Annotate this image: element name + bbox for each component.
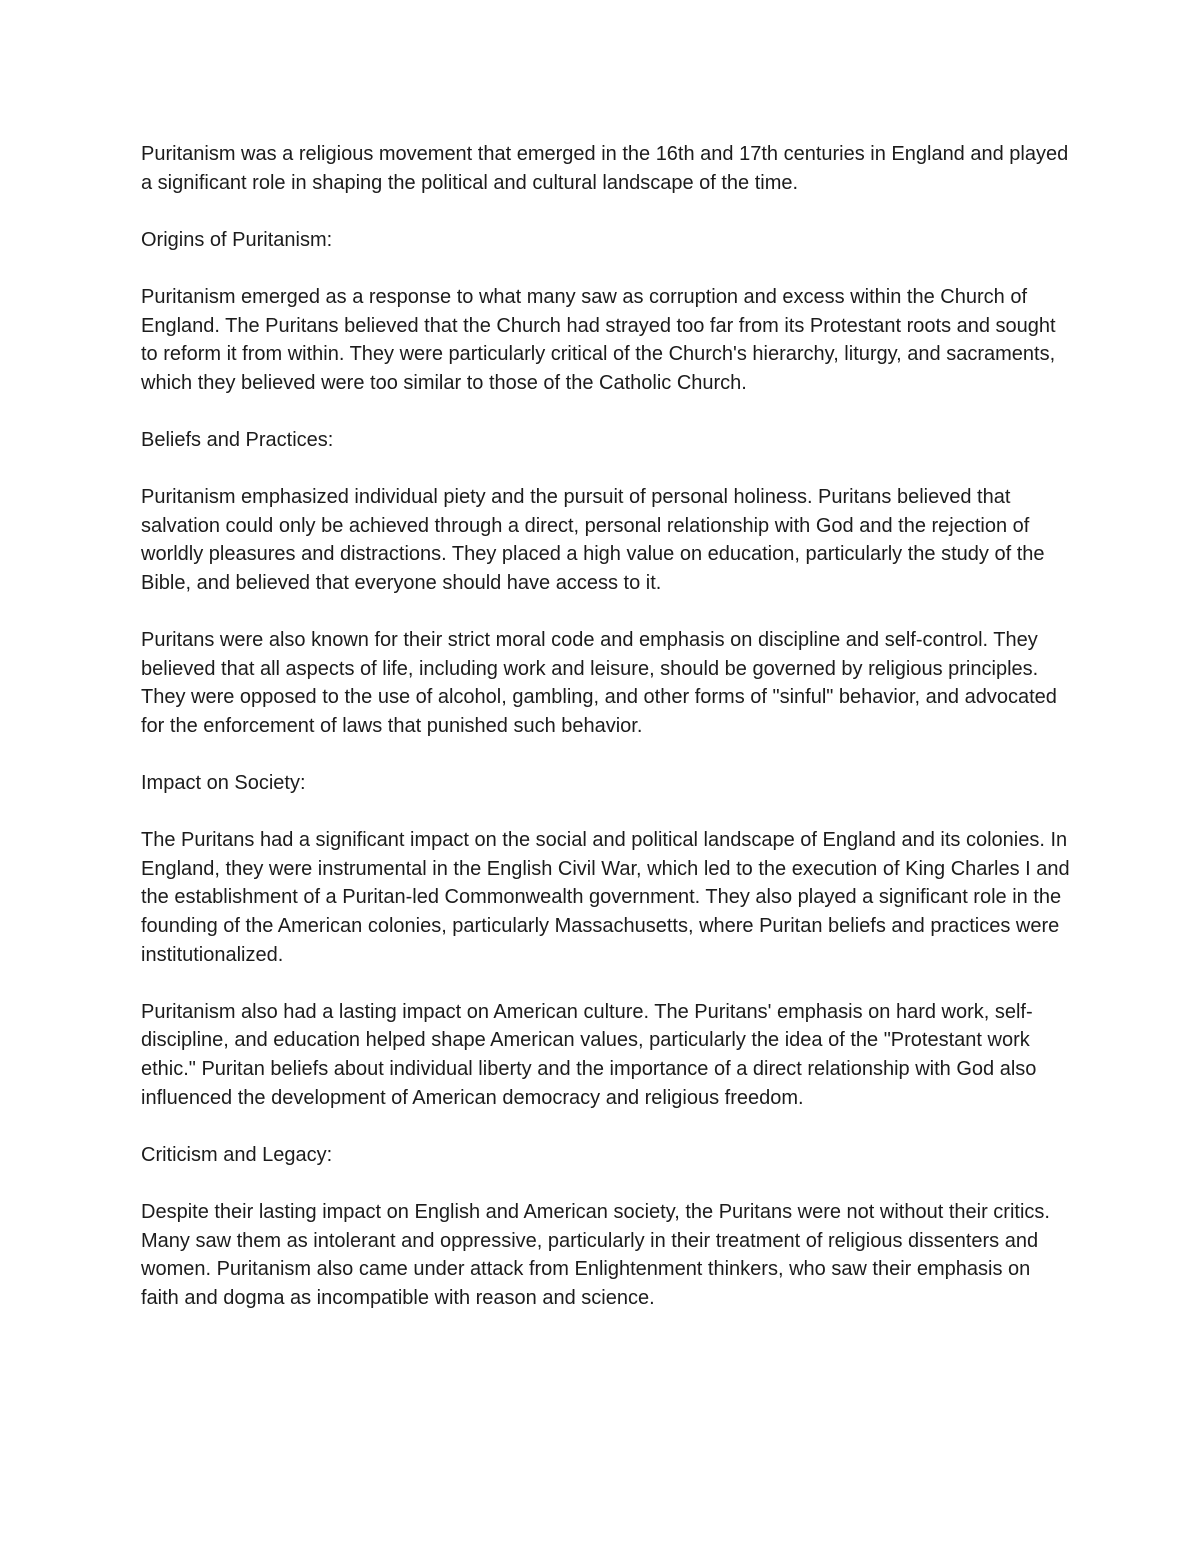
impact-paragraph-2: Puritanism also had a lasting impact on American culture. The Puritans' emphasis on hard work, self-discipline, and education helped shape American values, particularly the idea of the "Protestant work ethic." Puritan beliefs about individual liberty and the importance of a direct relationship with God also influenced the development of American democracy and religious freedom. xyxy=(141,1000,1037,1109)
section-heading-beliefs: Beliefs and Practices: xyxy=(141,428,334,451)
beliefs-paragraph-1: Puritanism emphasized individual piety and the pursuit of personal holiness. Puritans believed that salvation could only be achieved through a direct, personal relationship with God and the rejection of worldly pleasures and distractions. They placed a high value on education, particularly the study of the Bible, and believed that everyone should have access to it. xyxy=(141,486,1045,594)
origins-paragraph: Puritanism emerged as a response to what many saw as corruption and excess within the Church of England. The Puritans believed that the Church had strayed too far from its Protestant roots and sought to reform it from within. They were particularly critical of the Church's hierarchy, liturgy, and sacraments, which they believed were too similar to those of the Catholic Church. xyxy=(141,285,1056,394)
section-heading-impact: Impact on Society: xyxy=(141,772,306,795)
section-heading-criticism: Criticism and Legacy: xyxy=(141,1143,333,1166)
criticism-paragraph: Despite their lasting impact on English and American society, the Puritans were not without their critics. Many saw them as intolerant and oppressive, particularly in their treatment of religious dissenters and women. Puritanism also came under attack from Enlightenment thinkers, who saw their emphasis on faith and dogma as incompatible with reason and science. xyxy=(141,1200,1050,1309)
section-heading-origins: Origins of Puritanism: xyxy=(141,228,333,251)
impact-paragraph-1: The Puritans had a significant impact on the social and political landscape of England and its colonies. In England, they were instrumental in the English Civil War, which led to the execution of King Charles I and the establishment of a Puritan-led Commonwealth government. They also played a significant role in the founding of the American colonies, particularly Massachusetts, where Puritan beliefs and practices were institutionalized. xyxy=(141,829,1070,966)
beliefs-paragraph-2: Puritans were also known for their strict moral code and emphasis on discipline and self-control. They believed that all aspects of life, including work and leisure, should be governed by religious principles. They were opposed to the use of alcohol, gambling, and other forms of "sinful" behavior, and advocated for the enforcement of laws that punished such behavior. xyxy=(141,629,1057,737)
document-body xyxy=(141,140,1071,1312)
intro-paragraph: Puritanism was a religious movement that emerged in the 16th and 17th centuries in England and played a significant role in shaping the political and cultural landscape of the time. xyxy=(141,143,1069,194)
